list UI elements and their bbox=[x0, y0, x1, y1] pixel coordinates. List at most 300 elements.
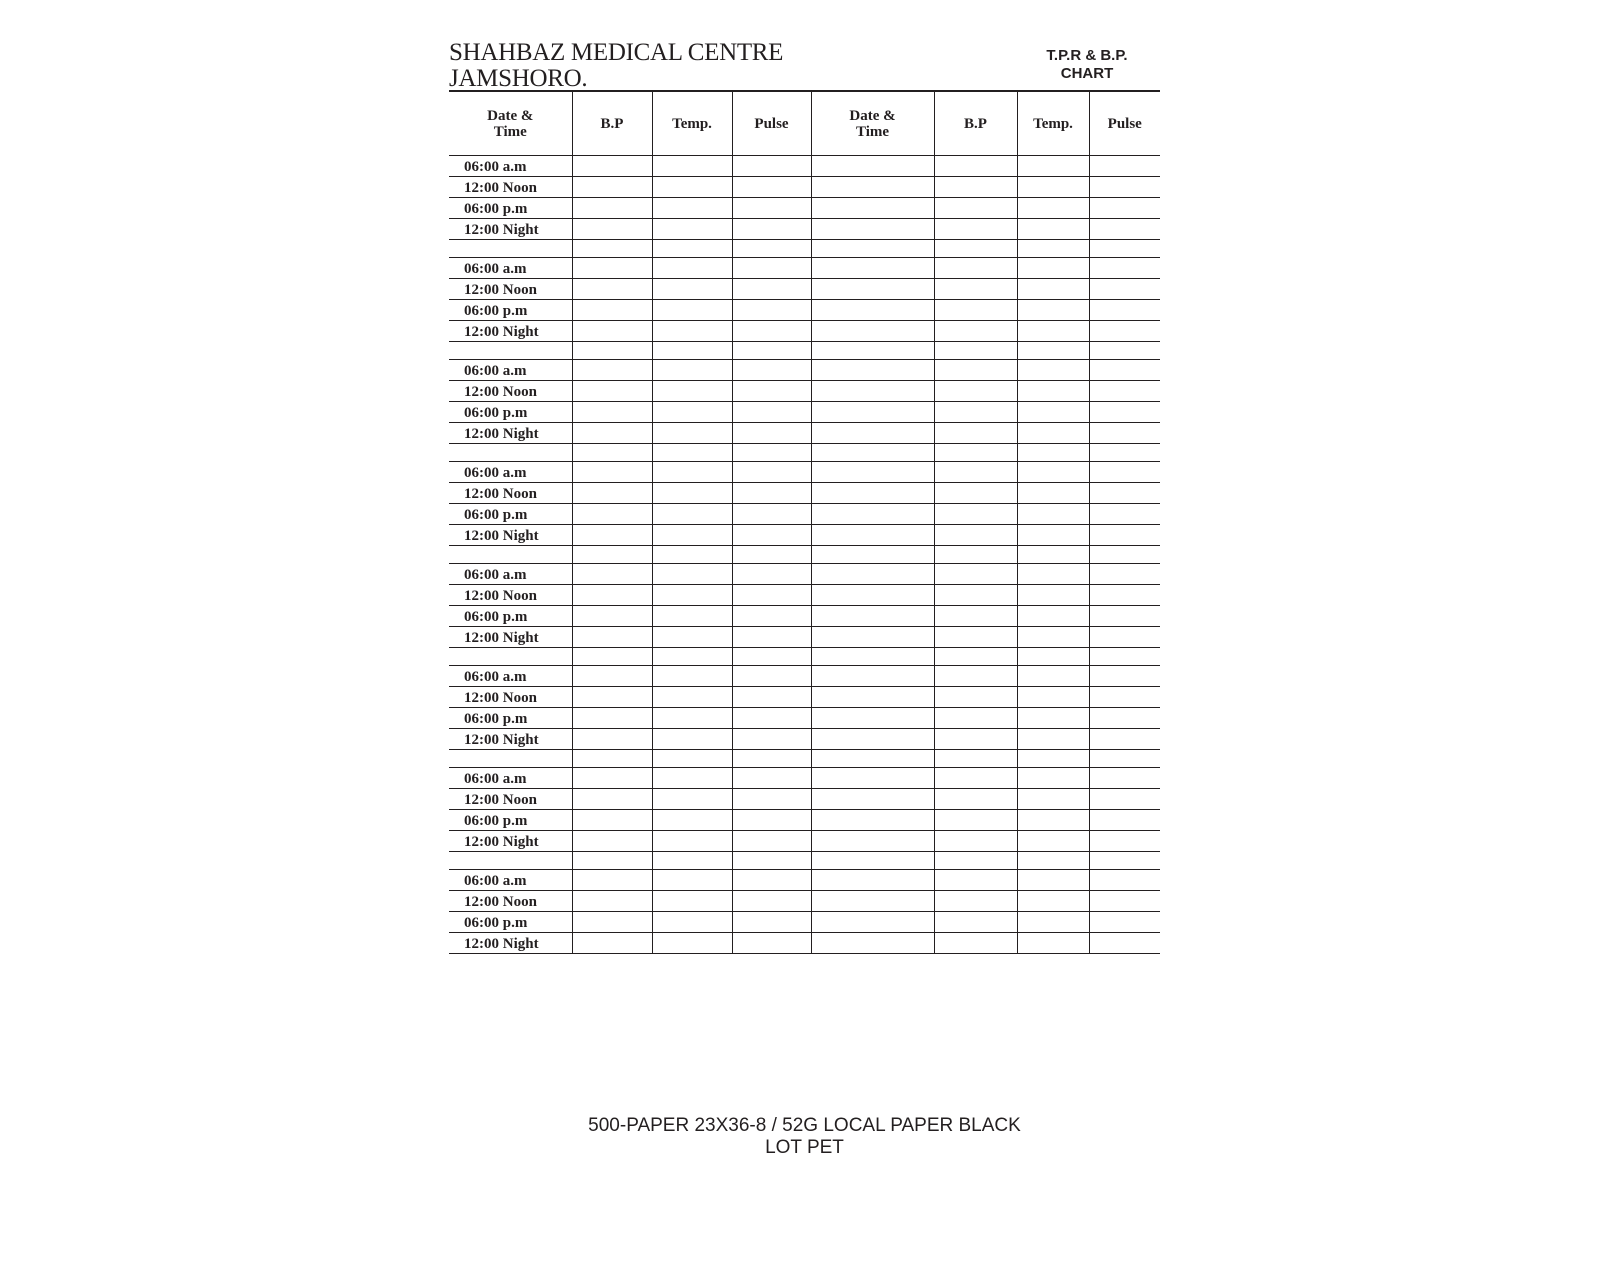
entry-cell[interactable] bbox=[572, 342, 652, 360]
entry-cell[interactable] bbox=[1089, 852, 1160, 870]
entry-cell[interactable] bbox=[652, 891, 732, 912]
entry-cell[interactable] bbox=[572, 240, 652, 258]
date-cell[interactable] bbox=[449, 546, 572, 564]
entry-cell[interactable] bbox=[732, 708, 811, 729]
entry-cell[interactable] bbox=[1089, 381, 1160, 402]
entry-cell[interactable] bbox=[1089, 504, 1160, 525]
entry-cell[interactable] bbox=[1017, 750, 1089, 768]
entry-cell[interactable] bbox=[732, 666, 811, 687]
entry-cell[interactable] bbox=[811, 321, 934, 342]
entry-cell[interactable] bbox=[934, 627, 1017, 648]
entry-cell[interactable] bbox=[934, 870, 1017, 891]
entry-cell[interactable] bbox=[652, 687, 732, 708]
entry-cell[interactable] bbox=[1017, 423, 1089, 444]
entry-cell[interactable] bbox=[732, 240, 811, 258]
entry-cell[interactable] bbox=[652, 219, 732, 240]
entry-cell[interactable] bbox=[811, 381, 934, 402]
entry-cell[interactable] bbox=[934, 852, 1017, 870]
entry-cell[interactable] bbox=[1089, 768, 1160, 789]
entry-cell[interactable] bbox=[934, 321, 1017, 342]
entry-cell[interactable] bbox=[1089, 177, 1160, 198]
entry-cell[interactable] bbox=[652, 729, 732, 750]
entry-cell[interactable] bbox=[811, 687, 934, 708]
entry-cell[interactable] bbox=[811, 462, 934, 483]
entry-cell[interactable] bbox=[811, 402, 934, 423]
entry-cell[interactable] bbox=[732, 810, 811, 831]
entry-cell[interactable] bbox=[811, 198, 934, 219]
entry-cell[interactable] bbox=[732, 402, 811, 423]
entry-cell[interactable] bbox=[811, 729, 934, 750]
entry-cell[interactable] bbox=[811, 627, 934, 648]
entry-cell[interactable] bbox=[732, 606, 811, 627]
date-cell[interactable] bbox=[449, 648, 572, 666]
entry-cell[interactable] bbox=[1017, 321, 1089, 342]
entry-cell[interactable] bbox=[1017, 300, 1089, 321]
entry-cell[interactable] bbox=[1017, 525, 1089, 546]
entry-cell[interactable] bbox=[732, 912, 811, 933]
entry-cell[interactable] bbox=[934, 342, 1017, 360]
entry-cell[interactable] bbox=[732, 381, 811, 402]
entry-cell[interactable] bbox=[934, 729, 1017, 750]
table-row bbox=[449, 585, 1160, 606]
entry-cell[interactable] bbox=[572, 300, 652, 321]
entry-cell[interactable] bbox=[732, 687, 811, 708]
entry-cell[interactable] bbox=[572, 381, 652, 402]
entry-cell[interactable] bbox=[732, 564, 811, 585]
entry-cell[interactable] bbox=[732, 279, 811, 300]
entry-cell[interactable] bbox=[811, 546, 934, 564]
entry-cell[interactable] bbox=[1017, 585, 1089, 606]
entry-cell[interactable] bbox=[732, 627, 811, 648]
entry-cell[interactable] bbox=[572, 912, 652, 933]
entry-cell[interactable] bbox=[732, 177, 811, 198]
entry-cell[interactable] bbox=[732, 504, 811, 525]
entry-cell[interactable] bbox=[934, 666, 1017, 687]
entry-cell[interactable] bbox=[1089, 300, 1160, 321]
entry-cell[interactable] bbox=[652, 627, 732, 648]
entry-cell[interactable] bbox=[1089, 444, 1160, 462]
entry-cell[interactable] bbox=[1017, 381, 1089, 402]
entry-cell[interactable] bbox=[652, 444, 732, 462]
entry-cell[interactable] bbox=[1089, 708, 1160, 729]
entry-cell[interactable] bbox=[732, 462, 811, 483]
entry-cell[interactable] bbox=[811, 444, 934, 462]
entry-cell[interactable] bbox=[934, 483, 1017, 504]
entry-cell[interactable] bbox=[811, 768, 934, 789]
entry-cell[interactable] bbox=[811, 648, 934, 666]
entry-cell[interactable] bbox=[1089, 360, 1160, 381]
entry-cell[interactable] bbox=[1089, 258, 1160, 279]
entry-cell[interactable] bbox=[934, 564, 1017, 585]
entry-cell[interactable] bbox=[1017, 462, 1089, 483]
entry-cell[interactable] bbox=[652, 462, 732, 483]
entry-cell[interactable] bbox=[934, 933, 1017, 954]
entry-cell[interactable] bbox=[732, 444, 811, 462]
entry-cell[interactable] bbox=[1089, 342, 1160, 360]
entry-cell[interactable] bbox=[1017, 177, 1089, 198]
entry-cell[interactable] bbox=[652, 321, 732, 342]
entry-cell[interactable] bbox=[934, 768, 1017, 789]
entry-cell[interactable] bbox=[1017, 933, 1089, 954]
entry-cell[interactable] bbox=[1017, 279, 1089, 300]
entry-cell[interactable] bbox=[1017, 402, 1089, 423]
entry-cell[interactable] bbox=[572, 279, 652, 300]
table-row bbox=[449, 831, 1160, 852]
entry-cell[interactable] bbox=[732, 891, 811, 912]
entry-cell[interactable] bbox=[811, 423, 934, 444]
entry-cell[interactable] bbox=[811, 891, 934, 912]
time-slot-label: 12:00 Night bbox=[449, 321, 572, 342]
entry-cell[interactable] bbox=[934, 300, 1017, 321]
entry-cell[interactable] bbox=[572, 258, 652, 279]
entry-cell[interactable] bbox=[1017, 258, 1089, 279]
entry-cell[interactable] bbox=[572, 627, 652, 648]
table-header-row bbox=[449, 91, 1160, 156]
entry-cell[interactable] bbox=[934, 423, 1017, 444]
entry-cell[interactable] bbox=[572, 750, 652, 768]
entry-cell[interactable] bbox=[572, 891, 652, 912]
entry-cell[interactable] bbox=[572, 852, 652, 870]
entry-cell[interactable] bbox=[572, 831, 652, 852]
entry-cell[interactable] bbox=[1089, 585, 1160, 606]
entry-cell[interactable] bbox=[1089, 279, 1160, 300]
entry-cell[interactable] bbox=[934, 504, 1017, 525]
entry-cell[interactable] bbox=[652, 852, 732, 870]
entry-cell[interactable] bbox=[732, 870, 811, 891]
entry-cell[interactable] bbox=[572, 564, 652, 585]
entry-cell[interactable] bbox=[1017, 156, 1089, 177]
entry-cell[interactable] bbox=[652, 279, 732, 300]
entry-cell[interactable] bbox=[652, 258, 732, 279]
entry-cell[interactable] bbox=[811, 300, 934, 321]
entry-cell[interactable] bbox=[1089, 891, 1160, 912]
date-cell[interactable] bbox=[449, 750, 572, 768]
entry-cell[interactable] bbox=[1089, 240, 1160, 258]
entry-cell[interactable] bbox=[1017, 219, 1089, 240]
entry-cell[interactable] bbox=[934, 606, 1017, 627]
column-header-date-time: Date & Time bbox=[449, 91, 572, 156]
entry-cell[interactable] bbox=[732, 933, 811, 954]
entry-cell[interactable] bbox=[732, 768, 811, 789]
entry-cell[interactable] bbox=[811, 219, 934, 240]
entry-cell[interactable] bbox=[1017, 564, 1089, 585]
entry-cell[interactable] bbox=[1089, 666, 1160, 687]
entry-cell[interactable] bbox=[811, 177, 934, 198]
entry-cell[interactable] bbox=[934, 810, 1017, 831]
entry-cell[interactable] bbox=[811, 525, 934, 546]
entry-cell[interactable] bbox=[934, 240, 1017, 258]
entry-cell[interactable] bbox=[1017, 912, 1089, 933]
entry-cell[interactable] bbox=[652, 933, 732, 954]
entry-cell[interactable] bbox=[934, 381, 1017, 402]
entry-cell[interactable] bbox=[652, 768, 732, 789]
entry-cell[interactable] bbox=[811, 789, 934, 810]
entry-cell[interactable] bbox=[732, 156, 811, 177]
entry-cell[interactable] bbox=[732, 750, 811, 768]
entry-cell[interactable] bbox=[1089, 219, 1160, 240]
entry-cell[interactable] bbox=[652, 831, 732, 852]
entry-cell[interactable] bbox=[1089, 627, 1160, 648]
entry-cell[interactable] bbox=[1017, 687, 1089, 708]
entry-cell[interactable] bbox=[811, 156, 934, 177]
entry-cell[interactable] bbox=[652, 870, 732, 891]
entry-cell[interactable] bbox=[652, 402, 732, 423]
entry-cell[interactable] bbox=[1089, 156, 1160, 177]
entry-cell[interactable] bbox=[1017, 648, 1089, 666]
entry-cell[interactable] bbox=[1017, 483, 1089, 504]
entry-cell[interactable] bbox=[811, 831, 934, 852]
entry-cell[interactable] bbox=[572, 810, 652, 831]
entry-cell[interactable] bbox=[572, 648, 652, 666]
table-row bbox=[449, 606, 1160, 627]
entry-cell[interactable] bbox=[934, 462, 1017, 483]
entry-cell[interactable] bbox=[811, 933, 934, 954]
entry-cell[interactable] bbox=[732, 300, 811, 321]
entry-cell[interactable] bbox=[934, 912, 1017, 933]
entry-cell[interactable] bbox=[934, 219, 1017, 240]
entry-cell[interactable] bbox=[732, 852, 811, 870]
entry-cell[interactable] bbox=[1089, 321, 1160, 342]
entry-cell[interactable] bbox=[934, 279, 1017, 300]
entry-cell[interactable] bbox=[652, 585, 732, 606]
entry-cell[interactable] bbox=[1017, 627, 1089, 648]
entry-cell[interactable] bbox=[1089, 606, 1160, 627]
entry-cell[interactable] bbox=[934, 831, 1017, 852]
time-slot-label: 12:00 Noon bbox=[449, 483, 572, 504]
entry-cell[interactable] bbox=[652, 525, 732, 546]
entry-cell[interactable] bbox=[1089, 483, 1160, 504]
entry-cell[interactable] bbox=[1017, 606, 1089, 627]
entry-cell[interactable] bbox=[572, 198, 652, 219]
entry-cell[interactable] bbox=[652, 648, 732, 666]
entry-cell[interactable] bbox=[811, 750, 934, 768]
entry-cell[interactable] bbox=[1017, 198, 1089, 219]
entry-cell[interactable] bbox=[1017, 789, 1089, 810]
entry-cell[interactable] bbox=[652, 546, 732, 564]
entry-cell[interactable] bbox=[572, 360, 652, 381]
entry-cell[interactable] bbox=[1089, 729, 1160, 750]
entry-cell[interactable] bbox=[1089, 525, 1160, 546]
entry-cell[interactable] bbox=[732, 483, 811, 504]
entry-cell[interactable] bbox=[934, 198, 1017, 219]
entry-cell[interactable] bbox=[652, 483, 732, 504]
entry-cell[interactable] bbox=[811, 708, 934, 729]
entry-cell[interactable] bbox=[1017, 768, 1089, 789]
entry-cell[interactable] bbox=[652, 789, 732, 810]
entry-cell[interactable] bbox=[934, 687, 1017, 708]
entry-cell[interactable] bbox=[572, 933, 652, 954]
entry-cell[interactable] bbox=[934, 789, 1017, 810]
entry-cell[interactable] bbox=[1017, 546, 1089, 564]
entry-cell[interactable] bbox=[1089, 870, 1160, 891]
entry-cell[interactable] bbox=[732, 258, 811, 279]
entry-cell[interactable] bbox=[652, 750, 732, 768]
entry-cell[interactable] bbox=[572, 504, 652, 525]
date-cell[interactable] bbox=[449, 342, 572, 360]
entry-cell[interactable] bbox=[652, 381, 732, 402]
entry-cell[interactable] bbox=[572, 870, 652, 891]
entry-cell[interactable] bbox=[934, 585, 1017, 606]
entry-cell[interactable] bbox=[934, 708, 1017, 729]
entry-cell[interactable] bbox=[572, 789, 652, 810]
entry-cell[interactable] bbox=[572, 729, 652, 750]
entry-cell[interactable] bbox=[934, 258, 1017, 279]
time-slot-label: 12:00 Noon bbox=[449, 585, 572, 606]
entry-cell[interactable] bbox=[1017, 504, 1089, 525]
entry-cell[interactable] bbox=[1089, 789, 1160, 810]
entry-cell[interactable] bbox=[934, 177, 1017, 198]
entry-cell[interactable] bbox=[811, 912, 934, 933]
column-header-temp-2: Temp. bbox=[1017, 91, 1089, 156]
entry-cell[interactable] bbox=[934, 750, 1017, 768]
entry-cell[interactable] bbox=[811, 360, 934, 381]
time-slot-label: 12:00 Night bbox=[449, 627, 572, 648]
entry-cell[interactable] bbox=[1089, 750, 1160, 768]
entry-cell[interactable] bbox=[652, 240, 732, 258]
entry-cell[interactable] bbox=[572, 606, 652, 627]
entry-cell[interactable] bbox=[1089, 564, 1160, 585]
entry-cell[interactable] bbox=[652, 177, 732, 198]
entry-cell[interactable] bbox=[934, 891, 1017, 912]
entry-cell[interactable] bbox=[572, 525, 652, 546]
entry-cell[interactable] bbox=[732, 648, 811, 666]
entry-cell[interactable] bbox=[811, 870, 934, 891]
entry-cell[interactable] bbox=[1089, 402, 1160, 423]
entry-cell[interactable] bbox=[1089, 462, 1160, 483]
entry-cell[interactable] bbox=[811, 240, 934, 258]
entry-cell[interactable] bbox=[652, 198, 732, 219]
entry-cell[interactable] bbox=[934, 546, 1017, 564]
entry-cell[interactable] bbox=[572, 483, 652, 504]
entry-cell[interactable] bbox=[811, 606, 934, 627]
entry-cell[interactable] bbox=[652, 564, 732, 585]
entry-cell[interactable] bbox=[1089, 687, 1160, 708]
entry-cell[interactable] bbox=[1017, 810, 1089, 831]
entry-cell[interactable] bbox=[732, 729, 811, 750]
table-row bbox=[449, 912, 1160, 933]
entry-cell[interactable] bbox=[1089, 648, 1160, 666]
entry-cell[interactable] bbox=[811, 342, 934, 360]
time-slot-label: 12:00 Night bbox=[449, 219, 572, 240]
entry-cell[interactable] bbox=[652, 300, 732, 321]
entry-cell[interactable] bbox=[572, 423, 652, 444]
entry-cell[interactable] bbox=[934, 402, 1017, 423]
entry-cell[interactable] bbox=[811, 564, 934, 585]
time-slot-label: 06:00 a.m bbox=[449, 870, 572, 891]
entry-cell[interactable] bbox=[652, 156, 732, 177]
entry-cell[interactable] bbox=[652, 708, 732, 729]
spacer-row bbox=[449, 852, 1160, 870]
entry-cell[interactable] bbox=[652, 810, 732, 831]
entry-cell[interactable] bbox=[1089, 933, 1160, 954]
entry-cell[interactable] bbox=[934, 444, 1017, 462]
entry-cell[interactable] bbox=[572, 708, 652, 729]
entry-cell[interactable] bbox=[572, 321, 652, 342]
entry-cell[interactable] bbox=[652, 912, 732, 933]
entry-cell[interactable] bbox=[572, 546, 652, 564]
entry-cell[interactable] bbox=[732, 423, 811, 444]
entry-cell[interactable] bbox=[1089, 831, 1160, 852]
entry-cell[interactable] bbox=[1017, 708, 1089, 729]
entry-cell[interactable] bbox=[1089, 423, 1160, 444]
entry-cell[interactable] bbox=[572, 585, 652, 606]
entry-cell[interactable] bbox=[732, 585, 811, 606]
entry-cell[interactable] bbox=[934, 648, 1017, 666]
entry-cell[interactable] bbox=[1017, 240, 1089, 258]
entry-cell[interactable] bbox=[811, 258, 934, 279]
entry-cell[interactable] bbox=[572, 666, 652, 687]
entry-cell[interactable] bbox=[732, 198, 811, 219]
entry-cell[interactable] bbox=[652, 504, 732, 525]
entry-cell[interactable] bbox=[934, 525, 1017, 546]
entry-cell[interactable] bbox=[1017, 360, 1089, 381]
column-header-date-time-2: Date & Time bbox=[811, 91, 934, 156]
entry-cell[interactable] bbox=[652, 423, 732, 444]
entry-cell[interactable] bbox=[572, 768, 652, 789]
entry-cell[interactable] bbox=[811, 810, 934, 831]
entry-cell[interactable] bbox=[652, 342, 732, 360]
entry-cell[interactable] bbox=[811, 483, 934, 504]
entry-cell[interactable] bbox=[1017, 831, 1089, 852]
date-cell[interactable] bbox=[449, 852, 572, 870]
table-row bbox=[449, 321, 1160, 342]
date-cell[interactable] bbox=[449, 444, 572, 462]
entry-cell[interactable] bbox=[1089, 912, 1160, 933]
entry-cell[interactable] bbox=[934, 360, 1017, 381]
chart-title-line1: T.P.R & B.P. bbox=[1046, 47, 1128, 64]
entry-cell[interactable] bbox=[1017, 870, 1089, 891]
entry-cell[interactable] bbox=[1017, 444, 1089, 462]
entry-cell[interactable] bbox=[732, 831, 811, 852]
entry-cell[interactable] bbox=[732, 360, 811, 381]
entry-cell[interactable] bbox=[1017, 666, 1089, 687]
entry-cell[interactable] bbox=[732, 342, 811, 360]
entry-cell[interactable] bbox=[732, 321, 811, 342]
entry-cell[interactable] bbox=[652, 360, 732, 381]
time-slot-label: 06:00 a.m bbox=[449, 564, 572, 585]
entry-cell[interactable] bbox=[652, 606, 732, 627]
time-slot-label: 12:00 Noon bbox=[449, 177, 572, 198]
entry-cell[interactable] bbox=[1089, 546, 1160, 564]
entry-cell[interactable] bbox=[1017, 852, 1089, 870]
entry-cell[interactable] bbox=[1089, 810, 1160, 831]
entry-cell[interactable] bbox=[572, 177, 652, 198]
entry-cell[interactable] bbox=[572, 687, 652, 708]
entry-cell[interactable] bbox=[732, 525, 811, 546]
time-slot-label: 06:00 a.m bbox=[449, 666, 572, 687]
entry-cell[interactable] bbox=[572, 462, 652, 483]
entry-cell[interactable] bbox=[652, 666, 732, 687]
entry-cell[interactable] bbox=[572, 219, 652, 240]
entry-cell[interactable] bbox=[811, 852, 934, 870]
entry-cell[interactable] bbox=[1017, 891, 1089, 912]
entry-cell[interactable] bbox=[934, 156, 1017, 177]
entry-cell[interactable] bbox=[572, 402, 652, 423]
entry-cell[interactable] bbox=[732, 789, 811, 810]
entry-cell[interactable] bbox=[811, 504, 934, 525]
entry-cell[interactable] bbox=[732, 219, 811, 240]
entry-cell[interactable] bbox=[811, 666, 934, 687]
entry-cell[interactable] bbox=[811, 279, 934, 300]
entry-cell[interactable] bbox=[1017, 342, 1089, 360]
entry-cell[interactable] bbox=[732, 546, 811, 564]
entry-cell[interactable] bbox=[1017, 729, 1089, 750]
entry-cell[interactable] bbox=[572, 444, 652, 462]
entry-cell[interactable] bbox=[572, 156, 652, 177]
date-cell[interactable] bbox=[449, 240, 572, 258]
entry-cell[interactable] bbox=[1089, 198, 1160, 219]
entry-cell[interactable] bbox=[811, 585, 934, 606]
